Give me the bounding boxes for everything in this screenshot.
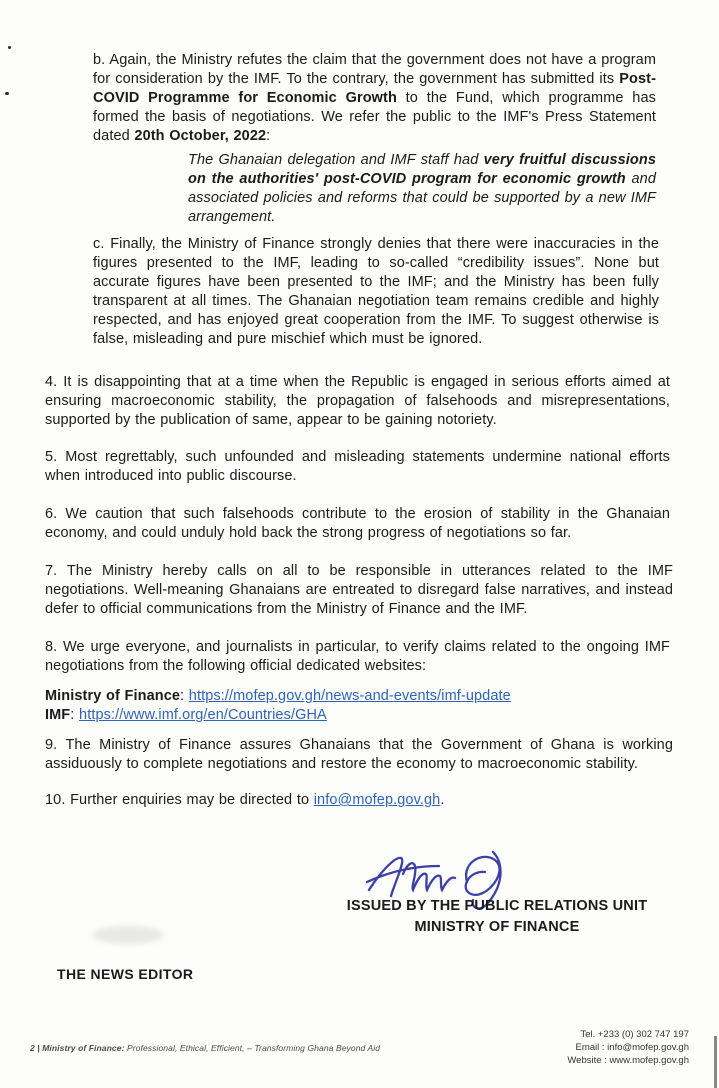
paragraph-c: c. Finally, the Ministry of Finance strongly denies that there were inaccuracies in the figures presented to the IMF, leading to so-called “credibility issues”. None but accurate figures have been presented to the IMF; and the Ministry has been fully transparent at all times. The Ghanaian negotiation team remains credible and highly respected, and has enjoyed great cooperation from the IMF. To suggest otherwise is false, misleading and pure mischief which must be ignored.: [93, 236, 659, 347]
paragraph-4: 4. It is disappointing that at a time when the Republic is engaged in serious efforts aimed at ensuring macroeconomic stability, the propagation of falsehoods and misrepresentations, supported by the publication of same, appear to be gaining notoriety.: [45, 374, 670, 428]
official-links: [45, 687, 665, 725]
imf-link-line: [45, 706, 665, 725]
ministry-line: MINISTRY OF FINANCE: [414, 919, 580, 935]
paragraph-5: 5. Most regrettably, such unfounded and misleading statements undermine national efforts when introduced into public discourse.: [45, 449, 670, 484]
paragraph-8: 8. We urge everyone, and journalists in particular, to verify claims related to the ongoing IMF negotiations from the following official dedicated websites:: [45, 639, 670, 674]
scan-edge-mark: [714, 1036, 717, 1088]
scan-dot: [5, 92, 9, 95]
issued-by-line: ISSUED BY THE PUBLIC RELATIONS UNIT: [346, 898, 648, 914]
paragraph-7: 7. The Ministry hereby calls on all to be responsible in utterances related to the IMF negotiations. Well-meaning Ghanaians are entreated to disregard false narratives, and instead defer to official communications from the Ministry of Finance and the IMF.: [45, 563, 673, 617]
footer-tel: Tel. +233 (0) 302 747 197: [580, 1029, 689, 1040]
imf-link-sep: :: [70, 707, 80, 723]
issued-by-block: [322, 896, 672, 938]
paragraph-b: b. Again, the Ministry refutes the claim that the government does not have a program for consideration by the IMF. To the contrary, the government has submitted its Post-COVID Programme for Economic Growth to the Fund, which programme has formed the basis of negotiations. We refer the public to the IMF's Press Statement dated 20th October, 2022:: [93, 52, 656, 144]
mof-link-sep: :: [180, 688, 189, 704]
mof-link-label: Ministry of Finance: [45, 688, 181, 704]
footer-contact: [469, 1028, 689, 1067]
mof-link-line: [45, 687, 665, 706]
imf-gha-link[interactable]: https://www.imf.org/en/Countries/GHA: [79, 707, 327, 723]
mof-imf-update-link[interactable]: https://mofep.gov.gh/news-and-events/imf-update: [188, 688, 511, 704]
footer-motto: 2 | Ministry of Finance: Professional, Ethical, Efficient, – Transforming Ghana Beyond Aid: [30, 1043, 381, 1053]
news-editor-label: THE NEWS EDITOR: [57, 966, 194, 982]
footer-email: Email : info@mofep.gov.gh: [575, 1042, 689, 1053]
imf-link-label: IMF: [45, 707, 71, 723]
email-link[interactable]: info@mofep.gov.gh: [313, 792, 441, 808]
paragraph-10: 10. Further enquiries may be directed to info@mofep.gov.gh.: [45, 792, 445, 808]
scan-dot: [8, 46, 11, 49]
paragraph-9: 9. The Ministry of Finance assures Ghanaians that the Government of Ghana is working assiduously to complete negotiations and restore the economy to macroeconomic stability.: [45, 737, 673, 772]
paragraph-6: 6. We caution that such falsehoods contribute to the erosion of stability in the Ghanaian economy, and could unduly hold back the strong progress of negotiations so far.: [45, 506, 670, 541]
scan-smudge: [92, 926, 164, 944]
quote-block: The Ghanaian delegation and IMF staff had very fruitful discussions on the authorities' post-COVID program for economic growth and associated policies and reforms that could be supported by a new IMF arrangement.: [188, 152, 656, 225]
footer-website: Website : www.mofep.gov.gh: [567, 1055, 689, 1066]
